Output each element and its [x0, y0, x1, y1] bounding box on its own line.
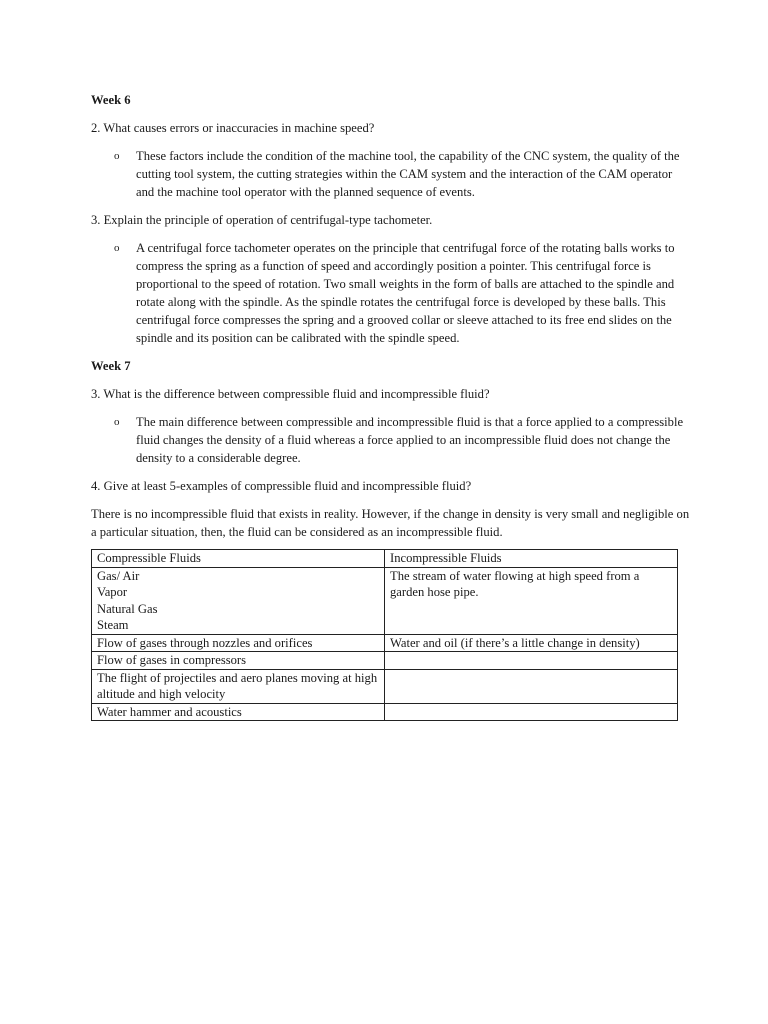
table-header-incompressible: Incompressible Fluids [385, 550, 678, 568]
week6-q3-answer-item [91, 239, 691, 347]
week7-q4-paragraph: There is no incompressible fluid that exists in reality. However, if the change in density is very small and negligible on a particular situation, then, the fluid can be considered as an incompressible fluid. [91, 507, 690, 539]
week6-q2-answer-item [91, 147, 691, 201]
table-row [92, 669, 678, 703]
bullet-marker: o [114, 242, 120, 254]
table-cell-incompressible [385, 652, 678, 670]
week6-q3-answer: A centrifugal force tachometer operates on the principle that centrifugal force of the rotating balls works to compress the spring as a function of speed and accordingly position a pointer. This centrifugal force is proportional to the speed of rotation. Two small weights in the form of balls are attached to the spindle and rotate along with the spindle. As the spindle rotates the centrifugal force is developed by these balls. This centrifugal force compresses the spring and a grooved collar or sleeve attached to its free end slides on the spindle and its position can be calibrated with the spindle speed. [136, 241, 675, 345]
table-cell-incompressible: The stream of water flowing at high speed from a garden hose pipe. [385, 567, 678, 634]
week7-q3-question: 3. What is the difference between compressible fluid and incompressible fluid? [91, 387, 490, 401]
table-row [92, 703, 678, 721]
table-cell-incompressible: Water and oil (if there’s a little change in density) [385, 634, 678, 652]
table-cell-compressible: Water hammer and acoustics [92, 703, 385, 721]
table-row [92, 634, 678, 652]
document-content [91, 91, 691, 721]
table-header-row [92, 550, 678, 568]
table-cell-compressible [92, 567, 385, 634]
table-cell-incompressible [385, 703, 678, 721]
table-cell-line: Natural Gas [97, 601, 158, 616]
table-cell-line: Steam [97, 618, 129, 632]
table-row [92, 567, 678, 634]
bullet-marker: o [114, 150, 120, 162]
week7-q3-answer: The main difference between compressible and incompressible fluid is that a force applied to a compressible fluid changes the density of a fluid whereas a force applied to an incompressible fluid does not change the density to a considerable degree. [136, 415, 684, 465]
table-cell-line: Vapor [97, 585, 128, 599]
bullet-marker: o [114, 416, 120, 428]
table-header-compressible: Compressible Fluids [92, 550, 385, 568]
table-cell-incompressible [385, 669, 678, 703]
table-row [92, 652, 678, 670]
week7-q3-answer-item [91, 413, 691, 467]
week6-q2-answer: These factors include the condition of the machine tool, the capability of the CNC system, the quality of the cutting tool system, the cutting strategies within the CAM system and the interaction of the CAM operator and the machine tool operator with the planned sequence of events. [136, 149, 680, 199]
table-cell-compressible: The flight of projectiles and aero planes moving at high altitude and high velocity [92, 669, 385, 703]
table-cell-compressible: Flow of gases in compressors [92, 652, 385, 670]
week6-heading: Week 6 [91, 93, 131, 107]
week7-q4-question: 4. Give at least 5-examples of compressible fluid and incompressible fluid? [91, 479, 472, 493]
fluids-table [91, 549, 678, 721]
table-cell-line: Gas/ Air [97, 568, 140, 583]
week6-q2-question: 2. What causes errors or inaccuracies in machine speed? [91, 121, 375, 135]
week7-heading: Week 7 [91, 359, 131, 373]
week6-q3-question: 3. Explain the principle of operation of centrifugal-type tachometer. [91, 213, 433, 227]
table-cell-compressible: Flow of gases through nozzles and orifices [92, 634, 385, 652]
